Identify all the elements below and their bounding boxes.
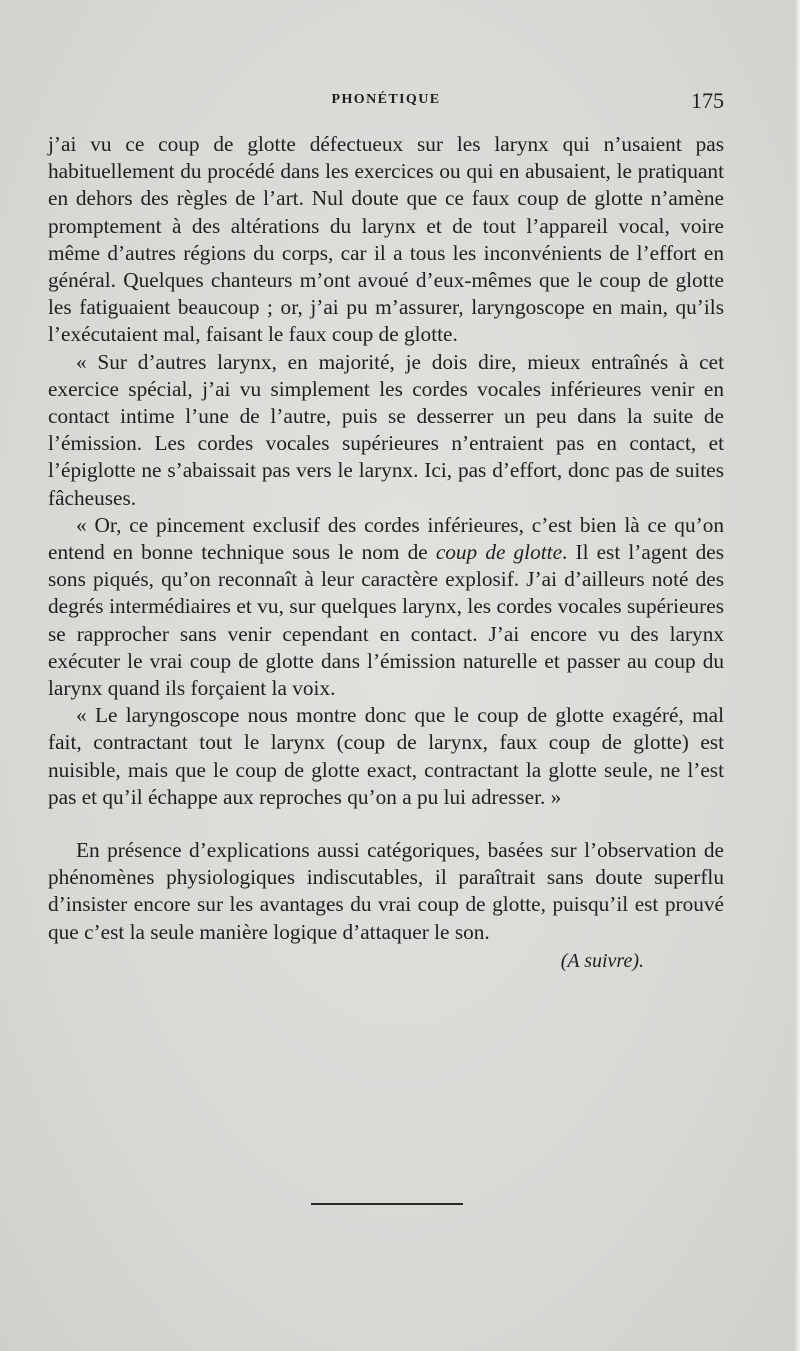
paragraph-4-text: « Le laryngoscope nous montre donc que le coup de glotte exagéré, mal fait, contractant tout le larynx (coup de larynx, faux coup de glotte) est nuisible, mais que le coup de glotte exact, contractant la glotte seule, ne l’est pas et qu’il échappe aux reproches qu’on a pu lui adresser. » bbox=[48, 703, 724, 809]
paragraph-4 bbox=[48, 702, 724, 811]
page-edge bbox=[794, 0, 800, 1351]
paragraph-5-text: En présence d’explications aussi catégoriques, basées sur l’observation de phénomènes physiologiques indiscutables, il paraîtrait sans doute superflu d’insister encore sur les avantages du vrai coup de glotte, puisqu’il est prouvé que c’est la seule manière logique d’attaquer le son. bbox=[48, 838, 724, 944]
paragraph-5 bbox=[48, 837, 724, 946]
paragraph-3-text-a: « Or, ce pincement exclusif des cordes inférieures, c’est bien là ce qu’on entend en bonne technique sous le nom de bbox=[48, 512, 724, 565]
paragraph-2-text: « Sur d’autres larynx, en majorité, je dois dire, mieux entraînés à cet exercice spécial, j’ai vu simplement les cordes vocales inférieures venir en contact intime l’une de l’autre, puis se desserrer un peu dans la suite de l’émission. Les cordes vocales supérieures n’entraient pas en contact, et l’épiglotte ne s’abaissait pas vers le larynx. Ici, pas d’effort, donc pas de suites fâcheuses. bbox=[48, 349, 724, 510]
page-number: 175 bbox=[691, 88, 724, 113]
to-be-continued-note bbox=[48, 948, 644, 974]
paragraph-1 bbox=[48, 131, 724, 349]
paragraph-3 bbox=[48, 512, 724, 702]
paragraph-1-text: j’ai vu ce coup de glotte défectueux sur les larynx qui n’usaient pas habituellement du procédé dans les exercices ou qui en abusaient, le pratiquant en dehors des règles de l’art. Nul doute que ce faux coup de glotte n’amène promptement à des altérations du larynx et de tout l’appareil vocal, voire même d’autres régions du corps, car il a tous les inconvénients de l’effort en général. Quelques chanteurs m’ont avoué d’eux-mêmes que le coup de glotte les fatiguaient beaucoup ; or, j’ai pu m’assurer, laryngoscope en main, qu’ils l’exécutaient mal, faisant le faux coup de glotte. bbox=[48, 132, 724, 347]
paragraph-3-text-b: . Il est l’agent des sons piqués, qu’on reconnaît à leur caractère explosif. J’ai d’ailleurs noté des degrés intermédiaires et vu, sur quelques larynx, les cordes vocales supérieures se rapprocher sans venir cependant en contact. J’ai encore vu des larynx exécuter le vrai coup de glotte dans l’émission naturelle et passer au coup du larynx quand ils forçaient la voix. bbox=[48, 540, 725, 701]
paragraph-3-emphasis: coup de glotte bbox=[435, 540, 563, 565]
running-title: PHONÉTIQUE bbox=[331, 92, 441, 107]
running-head bbox=[48, 88, 724, 116]
end-rule bbox=[311, 1203, 463, 1205]
to-be-continued-text: (A suivre). bbox=[560, 949, 644, 972]
paragraph-2 bbox=[48, 349, 724, 512]
body-text bbox=[48, 131, 724, 974]
